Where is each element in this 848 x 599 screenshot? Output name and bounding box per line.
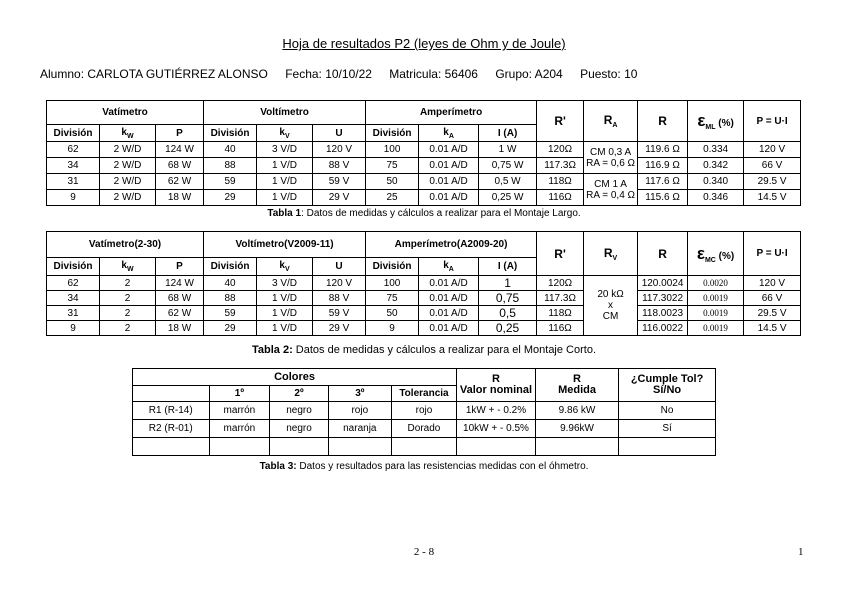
cell: 62 bbox=[47, 276, 100, 291]
cell: 2 W/D bbox=[100, 174, 156, 190]
cell: 100 bbox=[366, 142, 419, 158]
puesto-text: Puesto: 10 bbox=[580, 67, 638, 81]
cell: 66 V bbox=[744, 158, 801, 174]
cell: rojo bbox=[328, 402, 391, 420]
cell: 59 V bbox=[313, 174, 366, 190]
cell: 10kW + - 0.5% bbox=[457, 420, 536, 438]
cell: 120.0024 bbox=[638, 276, 688, 291]
cell: negro bbox=[270, 402, 329, 420]
table-row bbox=[47, 190, 801, 206]
cell: 9.86 kW bbox=[535, 402, 618, 420]
cell: 1 V/D bbox=[257, 291, 313, 306]
subheader-ka: $k_A$ bbox=[419, 258, 479, 276]
ra-line: RA = 0,6 Ω bbox=[586, 157, 636, 169]
cell: 88 bbox=[204, 291, 257, 306]
cell bbox=[328, 438, 391, 456]
subheader-u: U bbox=[313, 125, 366, 142]
table2-caption: Tabla 2: Datos de medidas y cálculos a realizar para el Montaje Corto. bbox=[251, 344, 597, 356]
cell: 59 V bbox=[313, 306, 366, 321]
table-row bbox=[47, 158, 801, 174]
epsilon-icon: ε bbox=[697, 111, 706, 130]
cell: 0,25 bbox=[479, 321, 537, 336]
cell: Sí bbox=[619, 420, 716, 438]
r-prime-header: R' bbox=[537, 101, 584, 142]
amperimetro-header: Amperímetro bbox=[366, 101, 537, 125]
subheader-p: P bbox=[156, 125, 204, 142]
rv-line: CM bbox=[602, 311, 619, 322]
cell: 120Ω bbox=[537, 142, 584, 158]
subheader-kv: $k_V$ bbox=[257, 258, 313, 276]
cell: 117.3Ω bbox=[537, 291, 584, 306]
alumno-text: Alumno: CARLOTA GUTIÉRREZ ALONSO bbox=[40, 67, 268, 81]
cell bbox=[391, 438, 456, 456]
cell: 62 bbox=[47, 142, 100, 158]
student-info bbox=[40, 67, 651, 81]
cell: 116Ω bbox=[537, 190, 584, 206]
amperimetro-header: Amperímetro(A2009-20) bbox=[366, 232, 537, 258]
subheader-division: División bbox=[204, 258, 257, 276]
ra-line: CM 0,3 A bbox=[590, 146, 632, 158]
cell: 119.6 Ω bbox=[638, 142, 688, 158]
cell bbox=[133, 438, 210, 456]
cell: R1 (R-14) bbox=[133, 402, 210, 420]
table-row bbox=[47, 306, 801, 321]
cell: 124 W bbox=[156, 142, 204, 158]
table-row bbox=[47, 291, 801, 306]
subheader-p: P bbox=[156, 258, 204, 276]
cell: 1 V/D bbox=[257, 174, 313, 190]
cell: 31 bbox=[47, 174, 100, 190]
r-nominal-header: R Valor nominal bbox=[457, 369, 536, 402]
cell: 2 bbox=[100, 291, 156, 306]
cell: 1 V/D bbox=[257, 158, 313, 174]
color1-header: 1º bbox=[209, 386, 270, 402]
subheader-kv: $k_V$ bbox=[257, 125, 313, 142]
cell: 62 W bbox=[156, 306, 204, 321]
cell: 3 V/D bbox=[257, 142, 313, 158]
cell: 100 bbox=[366, 276, 419, 291]
page-title: Hoja de resultados P2 (leyes de Ohm y de Joule) bbox=[282, 36, 566, 51]
cell: 1 W bbox=[479, 142, 537, 158]
cell: 40 bbox=[204, 276, 257, 291]
ra-cell-2 bbox=[584, 174, 638, 206]
p-header: P = U·I bbox=[744, 232, 801, 276]
cell bbox=[209, 438, 270, 456]
cell: 117.6 Ω bbox=[638, 174, 688, 190]
cell: 118.0023 bbox=[638, 306, 688, 321]
vatimetro-header: Vatímetro bbox=[47, 101, 204, 125]
cell: 50 bbox=[366, 306, 419, 321]
table1-caption: Tabla 1: Datos de medidas y cálculos a realizar para el Montaje Largo. bbox=[267, 208, 581, 219]
cell: 18 W bbox=[156, 190, 204, 206]
tolerancia-header: Tolerancia bbox=[391, 386, 456, 402]
cell: 120 V bbox=[744, 276, 801, 291]
cell: 62 W bbox=[156, 174, 204, 190]
cell: 2 W/D bbox=[100, 142, 156, 158]
table-row bbox=[133, 402, 716, 420]
cell: 59 bbox=[204, 306, 257, 321]
subheader-division: División bbox=[366, 125, 419, 142]
cell: 31 bbox=[47, 306, 100, 321]
table-resistencias bbox=[132, 368, 716, 456]
subheader-kw: $k_W$ bbox=[100, 125, 156, 142]
cell bbox=[457, 438, 536, 456]
cell: 0.01 A/D bbox=[419, 276, 479, 291]
cell: 0.01 A/D bbox=[419, 142, 479, 158]
color2-header: 2º bbox=[270, 386, 329, 402]
cell: 68 W bbox=[156, 158, 204, 174]
cell: 0.0019 bbox=[688, 321, 744, 336]
cell: 0.01 A/D bbox=[419, 306, 479, 321]
fecha-text: Fecha: 10/10/22 bbox=[285, 67, 372, 81]
cell: 9 bbox=[47, 321, 100, 336]
ra-line: CM 1 A bbox=[594, 178, 627, 190]
cell: negro bbox=[270, 420, 329, 438]
eps-mc-header: $\varepsilon_{MC}$ (%) bbox=[688, 232, 744, 276]
rv-line: 20 kΩ bbox=[597, 289, 624, 300]
cell: 9 bbox=[47, 190, 100, 206]
cell: 14.5 V bbox=[744, 190, 801, 206]
cell: 116.0022 bbox=[638, 321, 688, 336]
cell: 116Ω bbox=[537, 321, 584, 336]
cell: 117.3Ω bbox=[537, 158, 584, 174]
r-prime-header: R' bbox=[537, 232, 584, 276]
subheader-ka: $k_A$ bbox=[419, 125, 479, 142]
cell: 116.9 Ω bbox=[638, 158, 688, 174]
table-row bbox=[47, 174, 801, 190]
ra-line: RA = 0,4 Ω bbox=[586, 189, 636, 201]
subheader-division: División bbox=[204, 125, 257, 142]
rv-cell bbox=[584, 276, 638, 336]
cell: 2 W/D bbox=[100, 158, 156, 174]
cell: 0.342 bbox=[688, 158, 744, 174]
cell: 66 V bbox=[744, 291, 801, 306]
cell: 0.346 bbox=[688, 190, 744, 206]
page-number: 1 bbox=[798, 546, 804, 558]
cell: 2 W/D bbox=[100, 190, 156, 206]
cell: 1kW + - 0.2% bbox=[457, 402, 536, 420]
cell: R2 (R-01) bbox=[133, 420, 210, 438]
cell: 117.3022 bbox=[638, 291, 688, 306]
cell bbox=[270, 438, 329, 456]
cell: 1 V/D bbox=[257, 306, 313, 321]
cell: 34 bbox=[47, 158, 100, 174]
cell: marrón bbox=[209, 420, 270, 438]
cell: marrón bbox=[209, 402, 270, 420]
cell: 40 bbox=[204, 142, 257, 158]
cell bbox=[535, 438, 618, 456]
ra-header: $R_A$ bbox=[584, 101, 638, 142]
cell: 0,5 bbox=[479, 306, 537, 321]
cell: 29 V bbox=[313, 321, 366, 336]
cell: 0.01 A/D bbox=[419, 174, 479, 190]
voltimetro-header: Voltímetro(V2009-11) bbox=[204, 232, 366, 258]
cell: 124 W bbox=[156, 276, 204, 291]
ra-cell-1 bbox=[584, 142, 638, 174]
cell: 118Ω bbox=[537, 174, 584, 190]
cell: 88 bbox=[204, 158, 257, 174]
subheader-division: División bbox=[366, 258, 419, 276]
cell: 29 bbox=[204, 190, 257, 206]
subheader-division: División bbox=[47, 258, 100, 276]
cell: 1 V/D bbox=[257, 321, 313, 336]
cell: 0.334 bbox=[688, 142, 744, 158]
cell: 2 bbox=[100, 276, 156, 291]
cell: 0.0019 bbox=[688, 291, 744, 306]
cell bbox=[619, 438, 716, 456]
cell: 14.5 V bbox=[744, 321, 801, 336]
cell: 0.01 A/D bbox=[419, 321, 479, 336]
cell: 0,5 W bbox=[479, 174, 537, 190]
table-row bbox=[47, 321, 801, 336]
subheader-kw: $k_W$ bbox=[100, 258, 156, 276]
r-header: R bbox=[638, 101, 688, 142]
cell: 3 V/D bbox=[257, 276, 313, 291]
subheader-i: I (A) bbox=[479, 258, 537, 276]
cell: Dorado bbox=[391, 420, 456, 438]
cell: 0,75 W bbox=[479, 158, 537, 174]
cell: 0.340 bbox=[688, 174, 744, 190]
cell: 88 V bbox=[313, 291, 366, 306]
cell: 0.0020 bbox=[688, 276, 744, 291]
page-range: 2 - 8 bbox=[413, 546, 435, 558]
cell: 9.96kW bbox=[535, 420, 618, 438]
cell: 68 W bbox=[156, 291, 204, 306]
subheader-i: I (A) bbox=[479, 125, 537, 142]
cell: 9 bbox=[366, 321, 419, 336]
cell: 0.01 A/D bbox=[419, 190, 479, 206]
cell: 118Ω bbox=[537, 306, 584, 321]
cell: 120 V bbox=[313, 142, 366, 158]
cell: 59 bbox=[204, 174, 257, 190]
subheader-u: U bbox=[313, 258, 366, 276]
r-medida-header: R Medida bbox=[535, 369, 618, 402]
cell: 120Ω bbox=[537, 276, 584, 291]
r-header: R bbox=[638, 232, 688, 276]
cell: 0.01 A/D bbox=[419, 158, 479, 174]
cell: 29 bbox=[204, 321, 257, 336]
table-row bbox=[47, 142, 801, 158]
cell: 29 V bbox=[313, 190, 366, 206]
p-header: P = U·I bbox=[744, 101, 801, 142]
color3-header: 3º bbox=[328, 386, 391, 402]
table-montaje-corto bbox=[46, 231, 801, 336]
voltimetro-header: Voltímetro bbox=[204, 101, 366, 125]
table-row bbox=[133, 420, 716, 438]
cell: 29.5 V bbox=[744, 174, 801, 190]
cell: 115.6 Ω bbox=[638, 190, 688, 206]
cell: 2 bbox=[100, 321, 156, 336]
rv-header: $R_V$ bbox=[584, 232, 638, 276]
cell: 25 bbox=[366, 190, 419, 206]
cell: 34 bbox=[47, 291, 100, 306]
cell: 120 V bbox=[313, 276, 366, 291]
eps-ml-header: $\varepsilon_{ML}$ (%) bbox=[688, 101, 744, 142]
empty-cell bbox=[133, 386, 210, 402]
cell: 29.5 V bbox=[744, 306, 801, 321]
grupo-text: Grupo: A204 bbox=[495, 67, 563, 81]
cell: 50 bbox=[366, 174, 419, 190]
cumple-header: ¿Cumple Tol? Sí/No bbox=[619, 369, 716, 402]
table-row bbox=[47, 276, 801, 291]
subheader-division: División bbox=[47, 125, 100, 142]
cell: 120 V bbox=[744, 142, 801, 158]
cell: No bbox=[619, 402, 716, 420]
matricula-text: Matricula: 56406 bbox=[389, 67, 478, 81]
rv-line: x bbox=[608, 300, 614, 311]
cell: 88 V bbox=[313, 158, 366, 174]
cell: 75 bbox=[366, 291, 419, 306]
table-montaje-largo bbox=[46, 100, 801, 206]
cell: 18 W bbox=[156, 321, 204, 336]
cell: 0,75 bbox=[479, 291, 537, 306]
cell: 1 V/D bbox=[257, 190, 313, 206]
cell: rojo bbox=[391, 402, 456, 420]
cell: 75 bbox=[366, 158, 419, 174]
cell: naranja bbox=[328, 420, 391, 438]
cell: 0.0019 bbox=[688, 306, 744, 321]
cell: 0,25 W bbox=[479, 190, 537, 206]
table3-caption: Tabla 3: Datos y resultados para las resistencias medidas con el óhmetro. bbox=[259, 461, 589, 472]
cell: 2 bbox=[100, 306, 156, 321]
epsilon-icon: ε bbox=[696, 243, 705, 263]
colores-header: Colores bbox=[133, 369, 457, 386]
table-row bbox=[133, 438, 716, 456]
vatimetro-header: Vatímetro(2-30) bbox=[47, 232, 204, 258]
cell: 0.01 A/D bbox=[419, 291, 479, 306]
cell: 1 bbox=[479, 276, 537, 291]
